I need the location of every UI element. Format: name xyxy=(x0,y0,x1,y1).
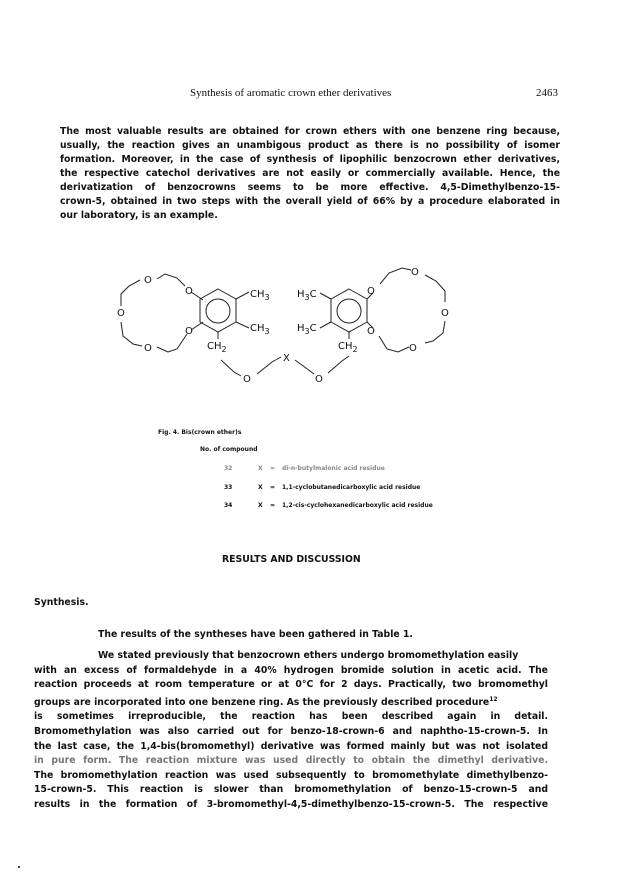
text-line: We stated previously that benzocrown ethers undergo bromomethylation easily xyxy=(98,650,519,661)
linker-oxygen-atom: O xyxy=(243,374,251,385)
right-methyl-bond xyxy=(320,293,331,299)
right-methyl-bond xyxy=(320,322,331,328)
text-line: usually, the reaction gives an unambigous product as there is no possibility of isomer xyxy=(60,140,560,151)
linker-oxygen-atom: O xyxy=(315,374,323,385)
x-symbol: X xyxy=(258,502,263,509)
text-line: derivatization of benzocrowns seems to be more effective. 4,5-Dimethylbenzo-15- xyxy=(60,182,560,193)
oxygen-atom: O xyxy=(144,275,152,286)
linker-bond-path xyxy=(295,360,314,374)
compound-number: 33 xyxy=(224,484,233,491)
oxygen-atom: O xyxy=(367,326,375,337)
left-methyl-bond xyxy=(236,292,249,299)
left-crown-bond-path xyxy=(121,280,140,306)
x-symbol: X xyxy=(258,465,263,472)
x-symbol: X xyxy=(258,484,263,491)
left-crown-bond-path xyxy=(157,274,185,286)
right-crown-bond-path xyxy=(425,321,445,343)
linker-bond-path xyxy=(328,356,349,373)
compound-number: 34 xyxy=(224,502,233,509)
equals-sign: = xyxy=(270,465,276,472)
legend-row xyxy=(224,465,385,472)
left-benzene-ring xyxy=(200,289,236,332)
table-reference-paragraph xyxy=(98,628,413,642)
oxygen-atom: O xyxy=(185,286,193,297)
text-line: with an excess of formaldehyde in a 40% hydrogen bromide solution in acetic acid. The xyxy=(34,664,548,676)
equals-sign: = xyxy=(270,502,276,509)
right-benzene-aromatic-circle xyxy=(337,299,361,323)
methyl-group: $H_3C$ xyxy=(297,323,317,336)
residue-name: 1,1-cyclobutanedicarboxylic acid residue xyxy=(282,484,421,491)
right-benzene-ring xyxy=(331,289,367,332)
linker-bond-path xyxy=(221,360,241,376)
oxygen-atom: O xyxy=(411,267,419,278)
text-line: the last case, the 1,4-bis(bromomethyl) derivative was formed mainly but was not isolated xyxy=(34,740,548,752)
bis-crown-ether-structure xyxy=(110,262,490,387)
methyl-group: $CH_3$ xyxy=(250,323,270,336)
methyl-group: $H_3C$ xyxy=(297,289,317,302)
legend-row xyxy=(224,484,420,491)
left-crown-bond-path xyxy=(121,322,142,346)
text-line: the respective catechol derivatives are not easily or commercially available. Hence, the xyxy=(60,168,560,179)
right-crown-bond-path xyxy=(380,268,411,284)
text-line: The most valuable results are obtained for crown ethers with one benzene ring because, xyxy=(60,126,560,137)
text-line: reaction proceeds at room temperature or at 0°C for 2 days. Practically, two bromomethyl xyxy=(34,679,548,691)
text-line: is sometimes irreproducible, the reaction has been described again in detail. xyxy=(34,711,548,723)
oxygen-atom: O xyxy=(185,326,193,337)
oxygen-atom: O xyxy=(441,308,449,319)
left-crown-bond-path xyxy=(157,334,187,352)
figure-caption: Fig. 4. Bis(crown ether)s xyxy=(158,429,242,436)
legend-header: No. of compound xyxy=(200,446,258,453)
scan-speck xyxy=(18,866,20,868)
bromomethylation-paragraph xyxy=(34,649,548,813)
linker-bond-path xyxy=(257,357,281,374)
right-crown-bond-path xyxy=(425,275,445,302)
left-benzene-aromatic-circle xyxy=(206,299,230,323)
oxygen-atom: O xyxy=(117,308,125,319)
results-heading: RESULTS AND DISCUSSION xyxy=(222,554,361,565)
text-line: our laboratory, is an example. xyxy=(60,210,218,221)
linker-x-group: X xyxy=(283,353,290,364)
residue-name: di-n-butylmalonic acid residue xyxy=(282,465,385,472)
intro-paragraph xyxy=(60,125,560,223)
text-line: crown-5, obtained in two steps with the overall yield of 66% by a procedure elaborated in xyxy=(60,196,560,207)
text-line: in pure form. The reaction mixture was used directly to obtain the dimethyl derivative. xyxy=(34,755,548,767)
oxygen-atom: O xyxy=(144,343,152,354)
page-number: 2463 xyxy=(536,87,558,99)
right-crown-bond-path xyxy=(379,336,409,352)
text-line: results in the formation of 3-bromomethyl-4,5-dimethylbenzo-15-crown-5. The respective xyxy=(34,799,548,811)
synthesis-heading: Synthesis. xyxy=(34,597,89,608)
reference-superscript: 12 xyxy=(489,695,498,703)
methylene-group: $CH_2$ xyxy=(207,341,227,354)
page-header xyxy=(0,87,624,103)
running-title: Synthesis of aromatic crown ether derivatives xyxy=(190,87,392,99)
legend-row xyxy=(224,502,433,509)
text-line: groups are incorporated into one benzene ring. As the previously described procedure$^{12}$ xyxy=(34,695,498,708)
text-line: formation. Moreover, in the case of synthesis of lipophilic benzocrown ether derivatives, xyxy=(60,154,560,165)
methyl-group: $CH_3$ xyxy=(250,289,270,302)
equals-sign: = xyxy=(270,484,276,491)
text-line: The results of the syntheses have been gathered in Table 1. xyxy=(98,629,413,640)
compound-number: 32 xyxy=(224,465,233,472)
oxygen-atom: O xyxy=(409,343,417,354)
methylene-group: $CH_2$ xyxy=(338,341,358,354)
text-line: Bromomethylation was also carried out for benzo-18-crown-6 and naphtho-15-crown-5. In xyxy=(34,726,548,738)
left-methyl-bond xyxy=(236,322,249,328)
oxygen-atom: O xyxy=(367,286,375,297)
residue-name: 1,2-cis-cyclohexanedicarboxylic acid residue xyxy=(282,502,433,509)
text-line: The bromomethylation reaction was used subsequently to bromomethylate dimethylbenzo- xyxy=(34,769,548,781)
text-line: 15-crown-5. This reaction is slower than bromomethylation of benzo-15-crown-5 and xyxy=(34,784,548,796)
